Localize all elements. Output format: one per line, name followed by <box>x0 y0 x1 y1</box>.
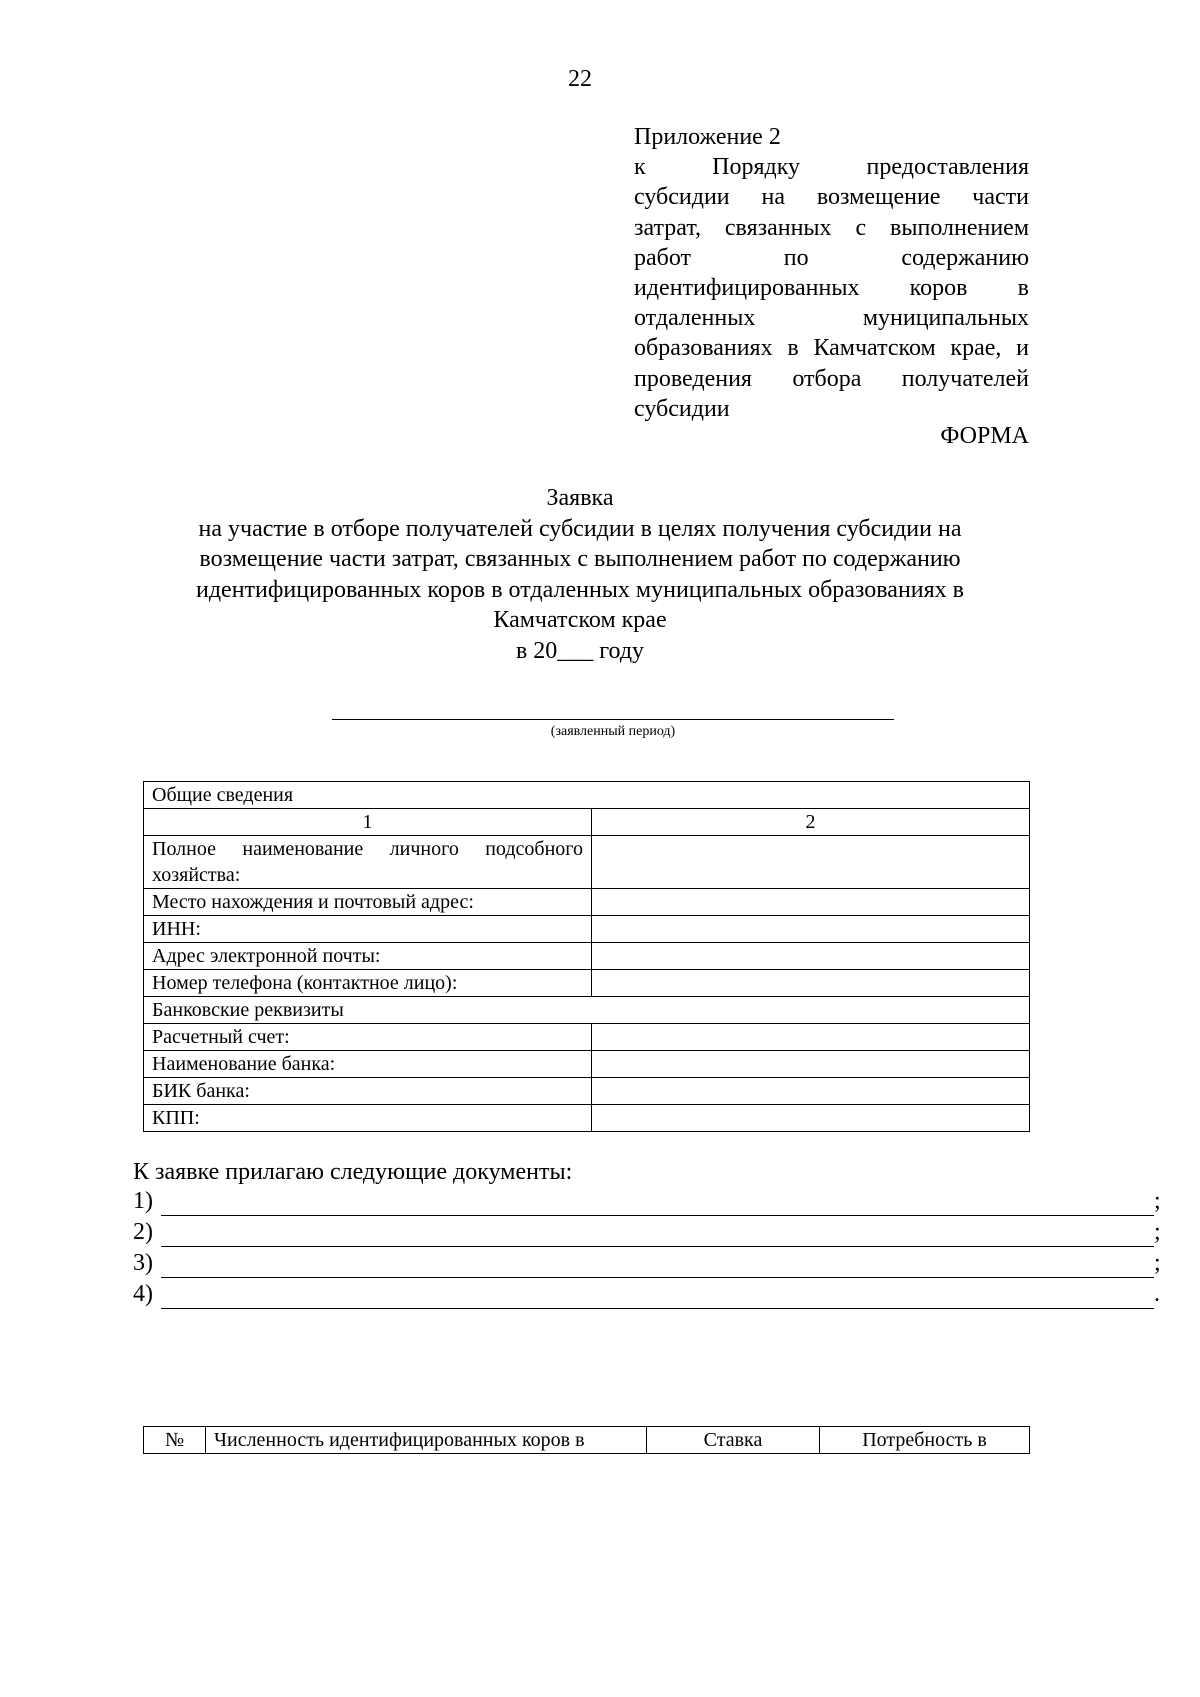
appendix-line: проведения отбора получателей <box>634 365 1029 392</box>
calculation-table <box>143 1426 1030 1454</box>
value-field[interactable] <box>592 1105 1030 1132</box>
row-label: Место нахождения и почтовый адрес: <box>144 889 592 916</box>
bank-details-header: Банковские реквизиты <box>144 997 1030 1024</box>
row-label: БИК банка: <box>144 1078 592 1105</box>
appendix-title: Приложение 2 <box>634 124 781 150</box>
title-line: возмещение части затрат, связанных с выполнением работ по содержанию <box>199 546 961 572</box>
application-title <box>130 483 1030 666</box>
title-line: Заявка <box>546 485 614 511</box>
item-number: 3) <box>133 1250 153 1276</box>
document-item <box>133 1188 1161 1218</box>
appendix-line: субсидии на возмещение части <box>634 184 1029 211</box>
document-item <box>133 1219 1161 1249</box>
value-field[interactable] <box>592 943 1030 970</box>
value-field[interactable] <box>592 970 1030 997</box>
appendix-line: субсидии <box>634 395 730 422</box>
item-end: . <box>1154 1281 1160 1307</box>
title-line: на участие в отборе получателей субсидии в целях получения субсидии на <box>198 515 962 542</box>
document-item <box>133 1281 1160 1311</box>
item-number: 2) <box>133 1219 153 1245</box>
appendix-line: отдаленных муниципальных <box>634 305 1029 332</box>
appendix-line: работ по содержанию <box>634 244 1029 271</box>
row-label: Номер телефона (контактное лицо): <box>144 970 592 997</box>
value-field[interactable] <box>592 1078 1030 1105</box>
document-blank-line[interactable] <box>161 1308 1154 1309</box>
value-field[interactable] <box>592 1024 1030 1051</box>
row-label: Полное наименование личного подсобного хозяйства: <box>144 836 592 889</box>
item-end: ; <box>1154 1188 1161 1214</box>
appendix-line: образованиях в Камчатском крае, и <box>634 335 1029 362</box>
row-label: Расчетный счет: <box>144 1024 592 1051</box>
appendix-body <box>634 152 1029 424</box>
page-number: 22 <box>568 66 592 92</box>
documents-heading: К заявке прилагаю следующие документы: <box>133 1159 573 1185</box>
row-label: КПП: <box>144 1105 592 1132</box>
header-cell: Потребность в <box>820 1427 1030 1454</box>
value-field[interactable] <box>592 889 1030 916</box>
appendix-line: к Порядку предоставления <box>634 154 1029 181</box>
column-number: 1 <box>144 809 592 836</box>
appendix-line: затрат, связанных с выполнением <box>634 214 1029 241</box>
row-label: ИНН: <box>144 916 592 943</box>
item-end: ; <box>1154 1219 1161 1245</box>
form-label: ФОРМА <box>940 423 1029 449</box>
value-field[interactable] <box>592 836 1030 889</box>
document-blank-line[interactable] <box>161 1215 1154 1216</box>
row-label: Адрес электронной почты: <box>144 943 592 970</box>
document-blank-line[interactable] <box>161 1277 1154 1278</box>
header-cell: Ставка <box>647 1427 820 1454</box>
title-line: в 20___ году <box>515 637 645 664</box>
title-line: идентифицированных коров в отдаленных муниципальных образованиях в <box>195 576 964 603</box>
row-label: Наименование банка: <box>144 1051 592 1078</box>
table-header: Общие сведения <box>144 782 1030 809</box>
header-cell: Численность идентифицированных коров в <box>206 1427 647 1454</box>
column-number: 2 <box>592 809 1030 836</box>
document-item <box>133 1250 1161 1280</box>
item-number: 1) <box>133 1188 153 1214</box>
period-caption: (заявленный период) <box>550 724 676 739</box>
general-info-table <box>143 781 1030 1132</box>
title-line: Камчатском крае <box>493 607 667 633</box>
value-field[interactable] <box>592 916 1030 943</box>
header-cell: № <box>144 1427 206 1454</box>
period-blank-line[interactable] <box>332 719 894 720</box>
appendix-block <box>634 122 1029 424</box>
document-blank-line[interactable] <box>161 1246 1154 1247</box>
value-field[interactable] <box>592 1051 1030 1078</box>
item-end: ; <box>1154 1250 1161 1276</box>
appendix-line: идентифицированных коров в <box>634 275 1029 302</box>
item-number: 4) <box>133 1281 153 1307</box>
